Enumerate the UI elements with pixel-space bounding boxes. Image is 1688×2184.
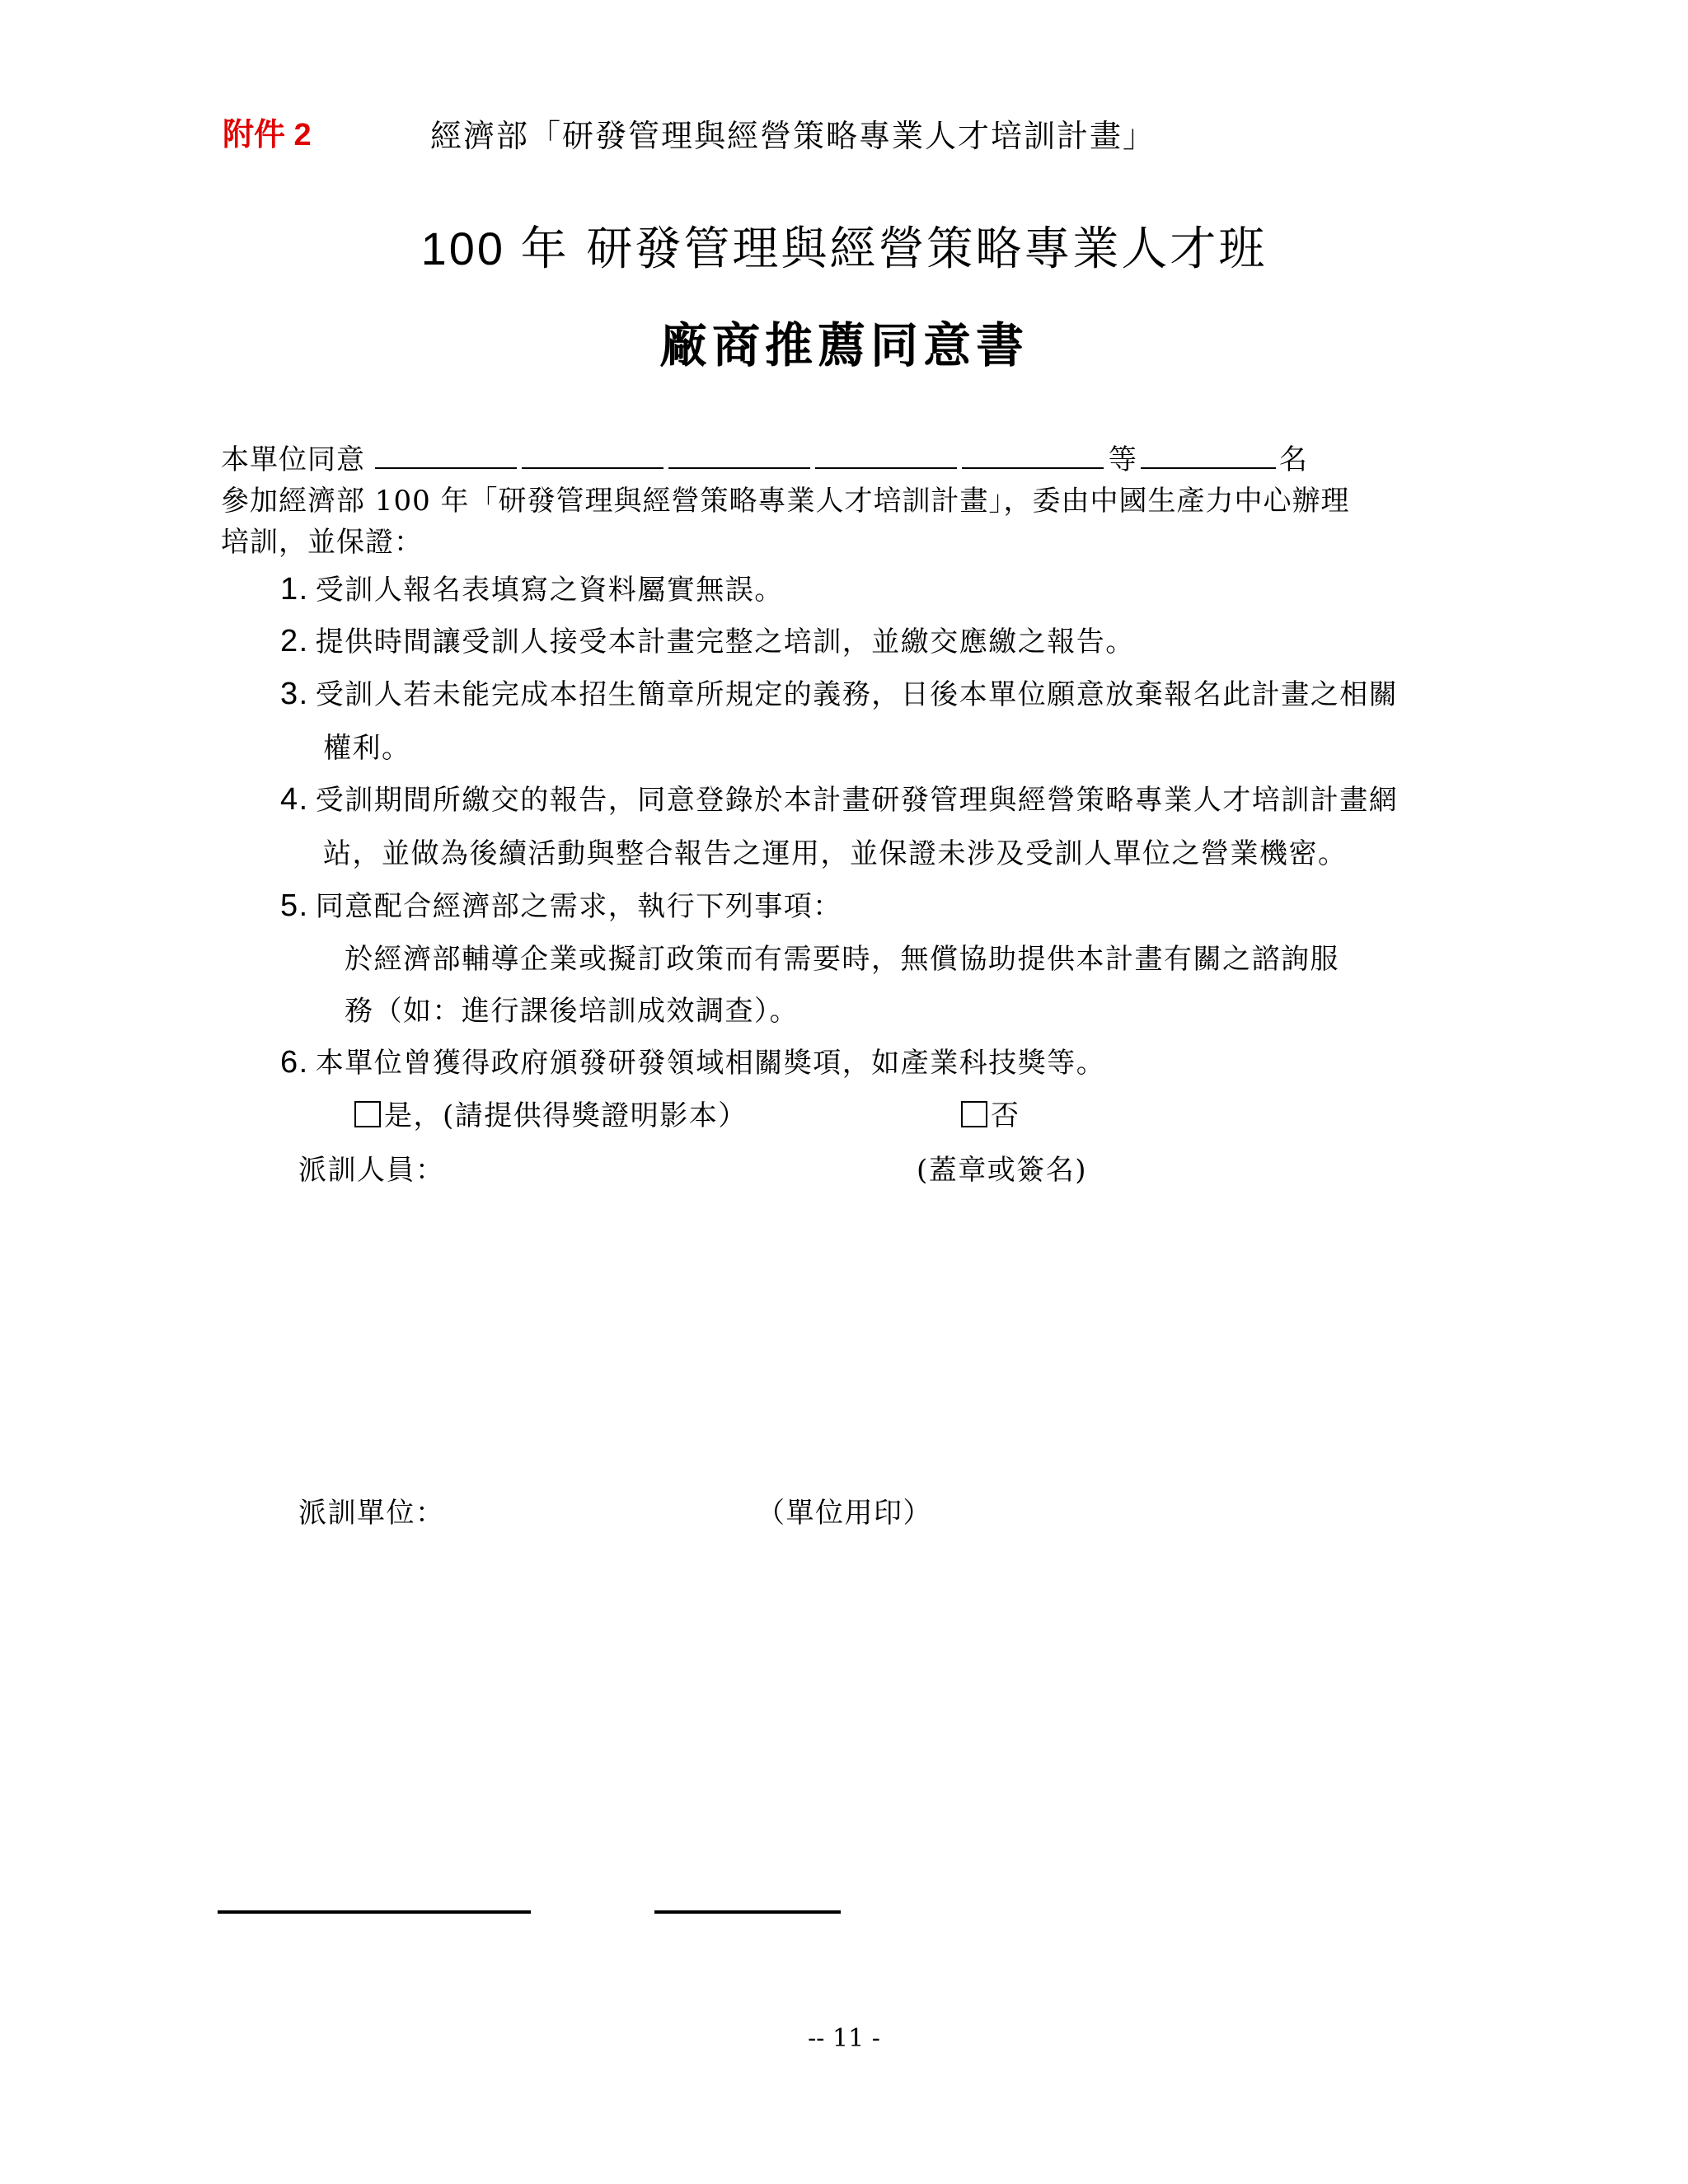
name-blank-5[interactable] xyxy=(962,444,1104,469)
unit-label: 派訓單位： xyxy=(298,1497,445,1530)
name-blank-4[interactable] xyxy=(815,444,957,469)
award-no-option[interactable] xyxy=(961,1093,1020,1133)
item-number: 3. xyxy=(280,677,309,711)
item-text: 受訓期間所繳交的報告，同意登錄於本計畫研發管理與經營策略專業人才培訓計畫網 xyxy=(315,784,1399,817)
people-unit: 名 xyxy=(1278,443,1308,476)
document-title: 廠商推薦同意書 xyxy=(659,317,1029,373)
list-item-4-continued: 站，並做為後續活動與整合報告之運用，並保證未涉及受訓人單位之營業機密。 xyxy=(323,837,1348,870)
item-text: 受訓人報名表填寫之資料屬實無誤。 xyxy=(315,574,784,607)
item-number: 6. xyxy=(280,1045,309,1080)
trainee-sign-note: (蓋章或簽名) xyxy=(917,1154,1088,1187)
item-text: 受訓人若未能完成本招生簡章所規定的義務，日後本單位願意放棄報名此計畫之相關 xyxy=(315,678,1399,711)
class-year: 100 年 xyxy=(420,223,570,274)
no-label: 否 xyxy=(991,1099,1020,1132)
no-checkbox[interactable] xyxy=(961,1101,987,1127)
intro-agree-line xyxy=(221,437,1308,477)
page-number: -- 11 - xyxy=(808,2024,880,2053)
name-blank-1[interactable] xyxy=(375,444,517,469)
program-title: 經濟部「研發管理與經營策略專業人才培訓計畫」 xyxy=(430,118,1156,154)
list-item-5 xyxy=(280,883,842,924)
attachment-label: 附件 2 xyxy=(223,118,312,152)
item-number: 2. xyxy=(280,624,309,658)
intro-line-3: 培訓，並保證： xyxy=(221,526,423,559)
trainee-label: 派訓人員： xyxy=(298,1154,445,1187)
intro-line-2: 參加經濟部 100 年「研發管理與經營策略專業人才培訓計畫」，委由中國生產力中心辦理 xyxy=(221,485,1350,518)
item-number: 5. xyxy=(280,888,309,923)
class-name: 研發管理與經營策略專業人才班 xyxy=(586,223,1268,276)
unit-stamp-note: （單位用印） xyxy=(757,1497,932,1530)
list-item-4 xyxy=(280,777,1398,818)
signature-line-left xyxy=(218,1910,531,1914)
agree-prefix: 本單位同意 xyxy=(221,443,365,476)
item-number: 4. xyxy=(280,782,309,817)
item-text: 提供時間讓受訓人接受本計畫完整之培訓，並繳交應繳之報告。 xyxy=(315,626,1135,658)
etc-text: 等 xyxy=(1108,443,1137,476)
name-blank-2[interactable] xyxy=(522,444,663,469)
count-blank[interactable] xyxy=(1141,444,1276,469)
signature-line-right xyxy=(654,1910,841,1914)
list-item-5-sub-line-1: 於經濟部輔導企業或擬訂政策而有需要時，無償協助提供本計畫有關之諮詢服 xyxy=(345,943,1339,976)
award-yes-option[interactable] xyxy=(354,1093,748,1133)
list-item-3 xyxy=(280,672,1398,712)
item-text: 本單位曾獲得政府頒發研發領域相關獎項，如產業科技獎等。 xyxy=(315,1047,1106,1080)
list-item-2 xyxy=(280,619,1135,659)
list-item-3-continued: 權利。 xyxy=(323,732,411,765)
name-blank-3[interactable] xyxy=(668,444,810,469)
list-item-6 xyxy=(280,1040,1105,1080)
item-number: 1. xyxy=(280,572,309,607)
class-title xyxy=(0,213,1688,279)
yes-label: 是，(請提供得獎證明影本） xyxy=(384,1099,748,1132)
yes-checkbox[interactable] xyxy=(354,1101,381,1127)
list-item-5-sub-line-2: 務（如：進行課後培訓成效調查）。 xyxy=(345,995,799,1028)
item-text: 同意配合經濟部之需求，執行下列事項： xyxy=(315,890,842,923)
list-item-1 xyxy=(280,567,784,607)
